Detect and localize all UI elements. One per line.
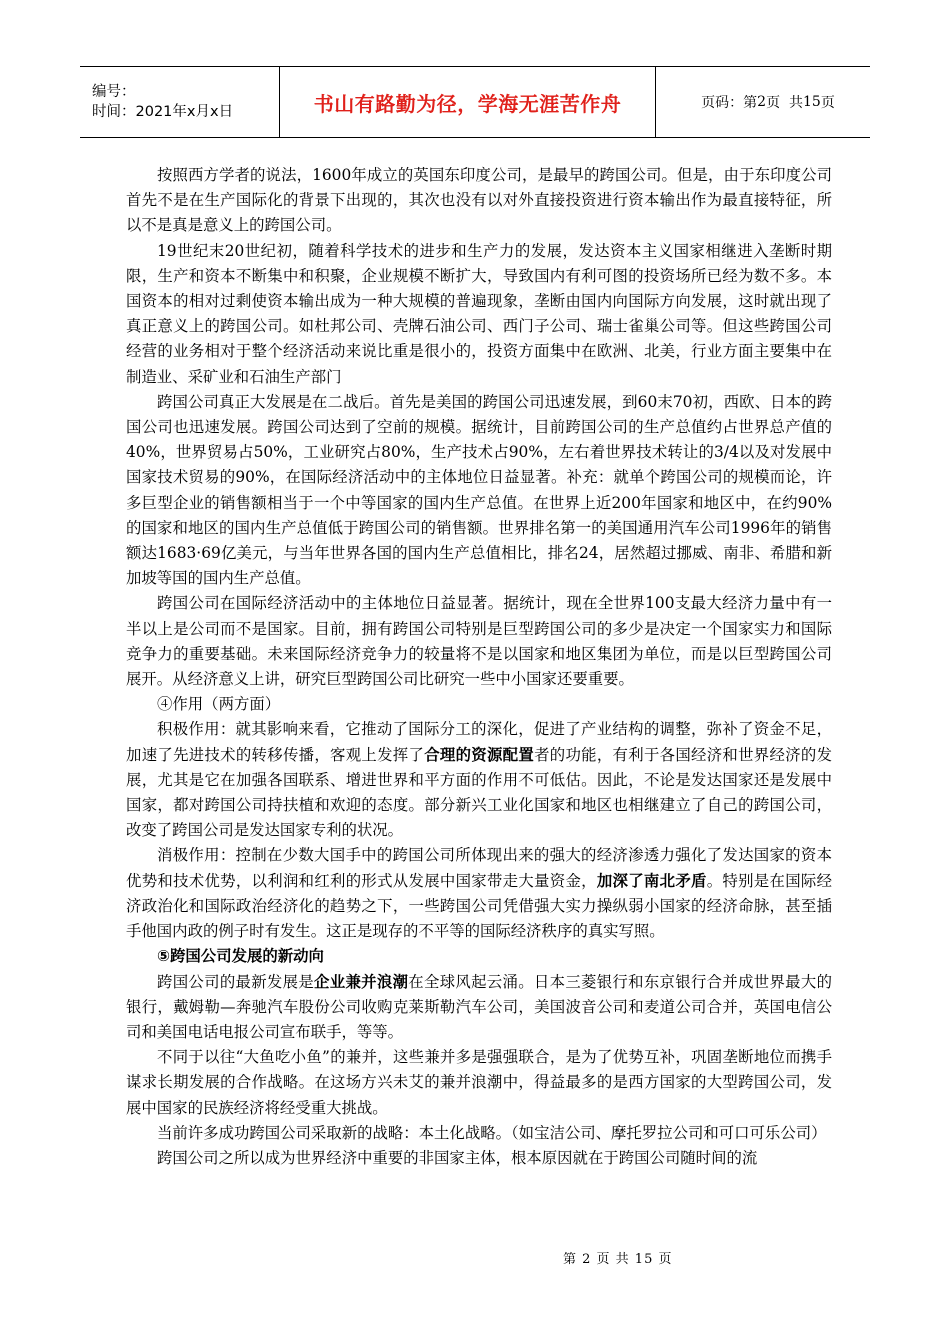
paragraph-strong-alliances: 不同于以往“大鱼吃小鱼”的兼并，这些兼并多是强强联合，是为了优势互补，巩固垄断地位而携手谋求长期发展的合作战略。在这场方兴未艾的兼并浪潮中，得益最多的是西方国家的大型跨国公司，发展中国家的民族经济将经受重大挑战。 xyxy=(126,1048,832,1117)
bold-merger-wave: 企业兼并浪潮 xyxy=(314,972,409,991)
section-heading-new-trends: ⑤跨国公司发展的新动向 xyxy=(157,947,324,966)
page-number: 2 xyxy=(757,94,767,110)
header-meta xyxy=(80,67,280,137)
paragraph-post-war-growth: 跨国公司真正大发展是在二战后。首先是美国的跨国公司迅速发展，到60末70初，西欧、日本的跨国公司也迅速发展。跨国公司达到了空前的规模。据统计，目前跨国公司的生产总值约占世界总产值的40%，世界贸易占50%，工业研究占80%，生产技术占90%，左右着世界技术转让的3/4以及对发展中国家技术贸易的90%，在国际经济活动中的主体地位日益显著。补充：就单个跨国公司的规模而论，许多巨型企业的销售额相当于一个中等国家的国内生产总值。在世界上近200年国家和地区中，在约90%的国家和地区的国内生产总值低于跨国公司的销售额。世界排名第一的美国通用汽车公司1996年的销售额达1683·69亿美元，与当年世界各国的国内生产总值相比，排名24，居然超过挪威、南非、希腊和新加坡等国的国内生产总值。 xyxy=(126,392,832,588)
paragraph-late-19th-century: 19世纪末20世纪初，随着科学技术的进步和生产力的发展，发达资本主义国家相继进入垄断时期限，生产和资本不断集中和积聚，企业规模不断扩大，导致国内有利可图的投资场所已经为数不多。本国资本的相对过剩使资本输出成为一种大规模的普遍现象，垄断由国内向国际方向发展，这时就出现了真正意义上的跨国公司。如杜邦公司、壳牌石油公司、西门子公司、瑞士雀巢公司等。但这些跨国公司经营的业务相对于整个经济活动来说比重是很小的，投资方面集中在欧洲、北美，行业方面主要集中在制造业、采矿业和石油生产部门 xyxy=(126,241,832,386)
header-motto-cell xyxy=(280,67,656,137)
bold-resource-allocation: 合理的资源配置 xyxy=(424,745,535,764)
paragraph-positive-effects: 积极作用：就其影响来看，它推动了国际分工的深化，促进了产业结构的调整，弥补了资金不足，加速了先进技术的转移传播，客观上发挥了合理的资源配置者的功能，有利于各国经济和世界经济的发展，尤其是它在加强各国联系、增进世界和平方面的作用不可低估。因此，不论是发达国家还是发展中国家，都对跨国公司持扶植和欢迎的态度。部分新兴工业化国家和地区也相继建立了自己的跨国公司，改变了跨国公司是发达国家专利的状况。 xyxy=(126,720,832,840)
paragraph-negative-effects: 消极作用：控制在少数大国手中的跨国公司所体现出来的强大的经济渗透力强化了发达国家的资本优势和技术优势，以利润和红利的形式从发展中国家带走大量资金，加深了南北矛盾。特别是在国际经济政治化和国际政治经济化的趋势之下，一些跨国公司凭借强大实力操纵弱小国家的经济命脉，甚至插手他国内政的例子时有发生。这正是现存的不平等的国际经济秩序的真实写照。 xyxy=(126,846,832,941)
section-heading-role: ④作用（两方面） xyxy=(157,695,281,714)
page-header xyxy=(80,66,870,138)
document-number-label: 编号： xyxy=(92,84,136,100)
paragraph-main-role: 跨国公司在国际经济活动中的主体地位日益显著。据统计，现在全世界100支最大经济力量中有一半以上是公司而不是国家。目前，拥有跨国公司特别是巨型跨国公司的多少是决定一个国家实力和国际竞争力的重要基础。未来国际经济竞争力的较量将不是以国家和地区集团为单位，而是以巨型跨国公司展开。从经济意义上讲，研究巨型跨国公司比研究一些中小国家还要重要。 xyxy=(126,594,832,689)
bold-north-south-conflict: 加深了南北矛盾 xyxy=(596,871,707,890)
document-date: 时间：2021年x月x日 xyxy=(92,104,234,120)
page-suffix: 页 xyxy=(820,95,835,111)
page-total: 15 xyxy=(803,94,821,110)
paragraph-earliest-company: 按照西方学者的说法，1600年成立的英国东印度公司，是最早的跨国公司。但是，由于东印度公司首先不是在生产国际化的背景下出现的，其次也没有以对外直接投资进行资本输出作为最直接特征，所以不是真是意义上的跨国公司。 xyxy=(126,166,832,235)
paragraph-non-state-actor: 跨国公司之所以成为世界经济中重要的非国家主体，根本原因就在于跨国公司随时间的流 xyxy=(157,1148,758,1167)
page-prefix: 页码：第 xyxy=(701,95,758,111)
paragraph-localization: 当前许多成功跨国公司采取新的战略：本土化战略。（如宝洁公司、摩托罗拉公司和可口可乐公司） xyxy=(157,1123,827,1142)
page-mid: 页 共 xyxy=(766,95,803,111)
header-motto: 书山有路勤为径，学海无涯苦作舟 xyxy=(313,91,622,116)
paragraph-merger-wave: 跨国公司的最新发展是企业兼并浪潮在全球风起云涌。日本三菱银行和东京银行合并成世界最大的银行，戴姆勒—奔驰汽车股份公司收购克莱斯勒汽车公司，美国波音公司和麦道公司合并，英国电信公司和美国电话电报公司宣布联手，等等。 xyxy=(126,972,832,1041)
document-body xyxy=(126,163,832,1171)
header-page-info xyxy=(656,67,870,137)
page-footer: 第 2 页 共 15 页 xyxy=(563,1252,673,1267)
